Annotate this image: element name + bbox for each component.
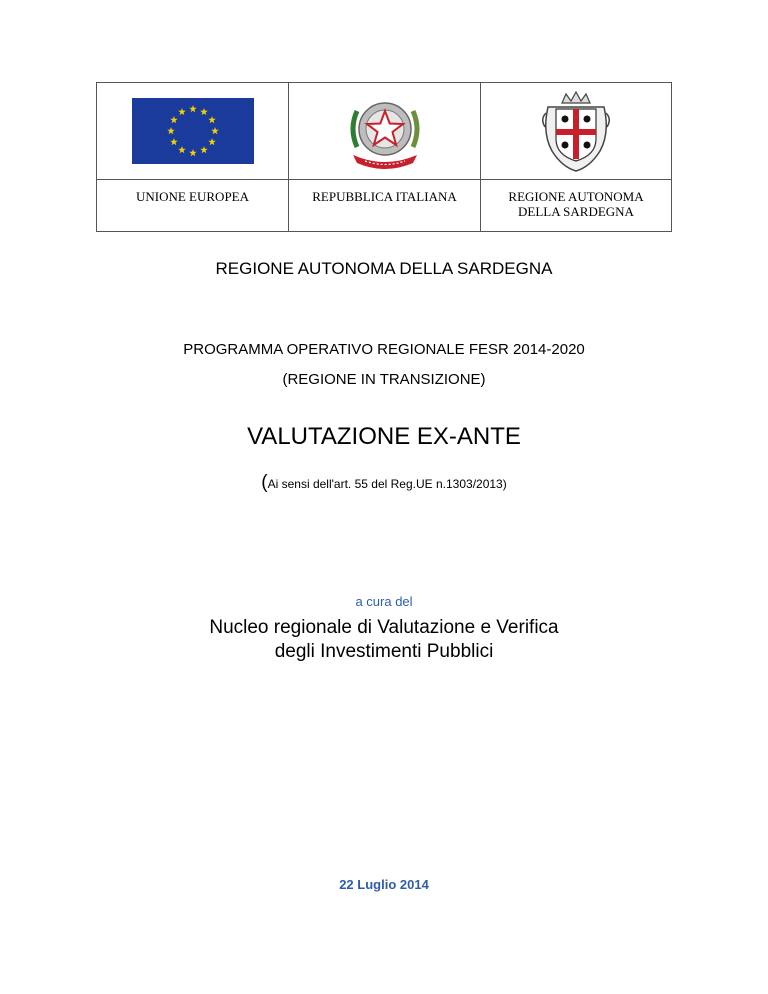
legal-reference-paren: ( [261,472,268,493]
sardinia-label-line1: REGIONE AUTONOMA [508,189,644,204]
eu-flag-icon [132,98,254,164]
italian-emblem-icon [343,89,427,173]
legal-reference-text: Ai sensi dell'art. 55 del Reg.UE n.1303/2013) [267,477,507,491]
eu-logo-cell [97,83,289,180]
author-name-line1: Nucleo regionale di Valutazione e Verifica [209,617,559,638]
organization-title: REGIONE AUTONOMA DELLA SARDEGNA [215,259,553,278]
programme-title: PROGRAMMA OPERATIVO REGIONALE FESR 2014-2020 [183,341,585,358]
sardinia-coat-of-arms-icon [540,89,612,173]
sardinia-label-line2: DELLA SARDEGNA [518,204,634,219]
author-name-line2: degli Investimenti Pubblici [274,641,494,662]
sardinia-logo-cell [481,83,672,180]
italy-logo-cell [289,83,481,180]
document-date: 22 Luglio 2014 [339,877,429,892]
sardinia-label [481,180,672,232]
logo-table [96,82,672,232]
author-name [0,616,768,664]
region-type: (REGIONE IN TRANSIZIONE) [282,371,486,388]
italy-label: REPUBBLICA ITALIANA [289,180,481,232]
eu-label: UNIONE EUROPEA [97,180,289,232]
author-intro: a cura del [355,594,413,609]
document-title: VALUTAZIONE EX-ANTE [247,423,521,450]
legal-reference [0,472,768,494]
